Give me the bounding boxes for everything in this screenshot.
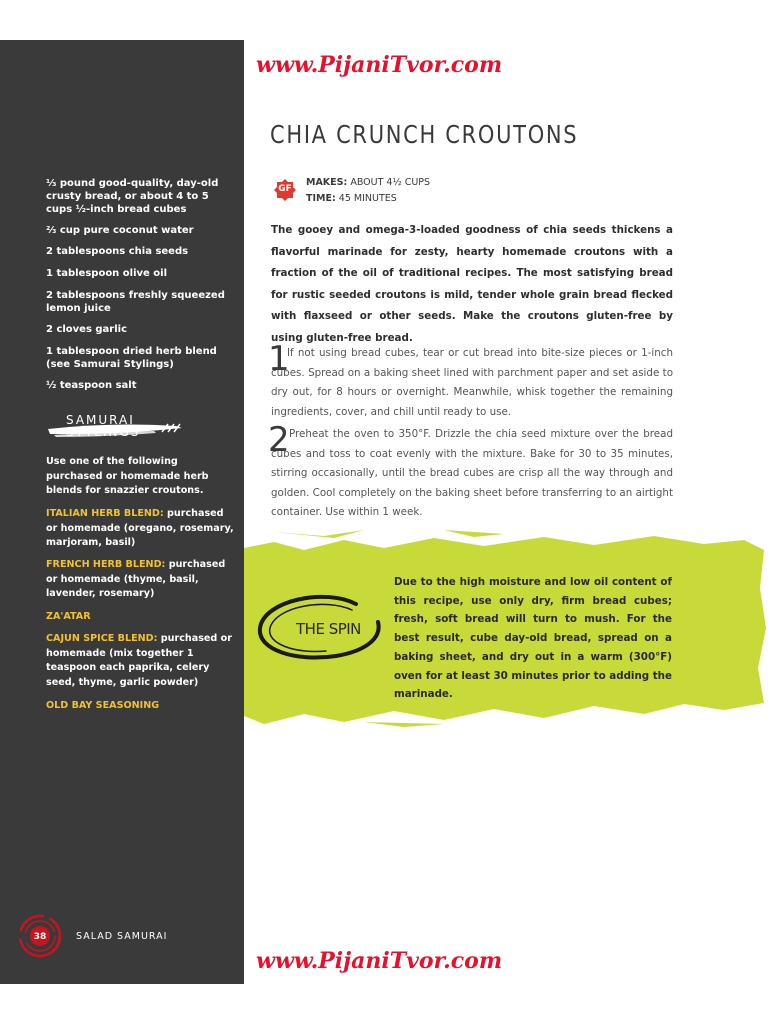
time-label: TIME: <box>306 193 336 204</box>
time-value: 45 MINUTES <box>335 193 397 204</box>
samurai-stylings-heading <box>66 415 140 438</box>
spin-tip-text: Due to the high moisture and low oil content of this recipe, use only dry, firm bread cubes; fresh, soft bread will turn to mush. For the best result, cube day-old bread, spread on a baking sheet, and dry out in a warm (300°F) oven for at least 30 minutes prior to adding the marinade. <box>394 576 672 701</box>
styling-name: ITALIAN HERB BLEND: <box>46 508 164 519</box>
samurai-heading-line2: STYLINGS <box>66 425 141 439</box>
makes-info <box>306 177 430 189</box>
styling-item <box>46 507 236 551</box>
styling-name: ZA'ATAR <box>46 611 91 622</box>
ingredient-item: 1 tablespoon olive oil <box>46 268 168 279</box>
the-spin-label: THE SPIN <box>296 620 361 638</box>
recipe-title: CHIA CRUNCH CROUTONS <box>270 120 579 149</box>
styling-name: FRENCH HERB BLEND: <box>46 559 166 570</box>
styling-item <box>46 632 236 690</box>
ingredient-item: 2 tablespoons freshly squeezed lemon juice <box>46 290 225 314</box>
ingredient-item: 2 tablespoons chia seeds <box>46 246 189 257</box>
samurai-heading-line1: SAMURAI <box>66 413 135 427</box>
styling-item <box>46 699 236 714</box>
step-text: Preheat the oven to 350°F. Drizzle the chia seed mixture over the bread cubes and toss to coat evenly with the mixture. Bake for 30 to 35 minutes, stirring occasionally, until the bread cubes are crisp all the way through and golden. Cool completely on the baking sheet before transferring to an airtight container. Use within 1 week. <box>271 428 673 518</box>
page-number: 38 <box>33 932 47 942</box>
watermark-top: www.PijaniTvor.com <box>256 52 503 78</box>
styling-name: CAJUN SPICE BLEND: <box>46 633 158 644</box>
styling-item <box>46 610 236 625</box>
makes-value: ABOUT 4½ CUPS <box>347 177 431 188</box>
styling-desc: purchased or homemade (thyme, basil, lavender, rosemary) <box>46 559 226 599</box>
ingredient-item: ⅔ cup pure coconut water <box>46 225 194 236</box>
step-number: 1 <box>268 339 290 379</box>
time-info <box>306 193 397 205</box>
ingredient-item: ⅓ pound good-quality, day-old crusty bread, or about 4 to 5 cups ½-inch bread cubes <box>46 178 219 215</box>
watermark-bottom: www.PijaniTvor.com <box>256 948 503 974</box>
recipe-intro: The gooey and omega-3-loaded goodness of chia seeds thickens a flavorful marinade for zesty, hearty homemade croutons with a fraction of the oil of traditional recipes. The most satisfying bread for rustic seeded croutons is mild, tender whole grain bread flecked with flaxseed or other seeds. Make the croutons gluten-free by using gluten-free bread. <box>271 224 673 344</box>
stylings-intro: Use one of the following purchased or homemade herb blends for snazzier croutons. <box>46 456 209 496</box>
ingredient-item: 2 cloves garlic <box>46 324 128 335</box>
ingredient-item: ½ teaspoon salt <box>46 380 137 391</box>
step-text: If not using bread cubes, tear or cut bread into bite-size pieces or 1-inch cubes. Spread on a baking sheet lined with parchment paper and set aside to dry out, for 8 hours or overnight. Meanwhile, whisk together the remaining ingredients, cover, and chill until ready to use. <box>271 347 673 418</box>
gluten-free-badge-label: GF <box>278 184 292 194</box>
step-number: 2 <box>268 420 290 460</box>
styling-desc: purchased or homemade (oregano, rosemary, marjoram, basil) <box>46 508 234 548</box>
styling-item <box>46 558 236 602</box>
styling-desc: purchased or homemade (mix together 1 teaspoon each paprika, celery seed, thyme, garlic powder) <box>46 633 232 688</box>
ingredient-item: 1 tablespoon dried herb blend (see Samurai Stylings) <box>46 346 217 370</box>
styling-name: OLD BAY SEASONING <box>46 700 160 711</box>
book-title: SALAD SAMURAI <box>76 931 168 942</box>
makes-label: MAKES: <box>306 177 348 188</box>
